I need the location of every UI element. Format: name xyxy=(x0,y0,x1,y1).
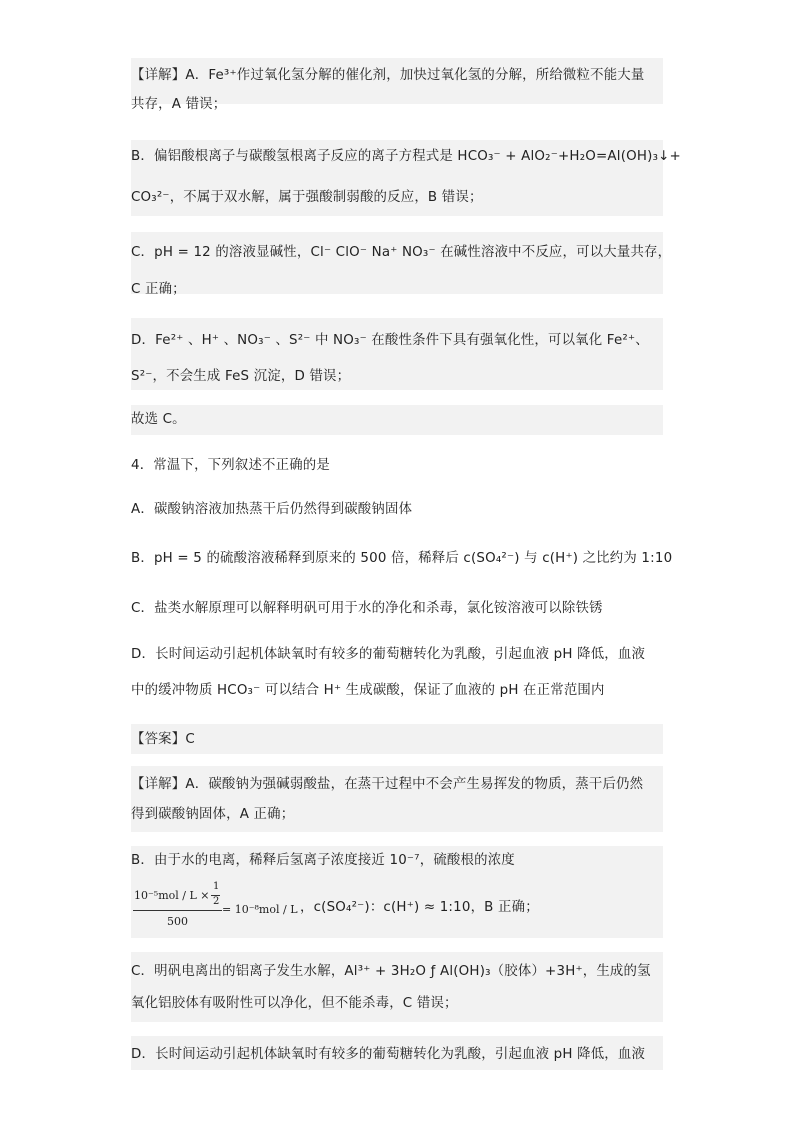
q3-explain-a-line2: 共存，A 错误； xyxy=(131,97,227,112)
q3-explain-d-line2: S²⁻，不会生成 FeS 沉淀，D 错误； xyxy=(131,369,351,384)
q4-option-d-line2: 中的缓冲物质 HCO₃⁻ 可以结合 H⁺ 生成碳酸，保证了血液的 pH 在正常范围内 xyxy=(131,683,605,698)
fraction-result: = 10⁻⁸mol / L xyxy=(222,903,298,916)
q4-explain-c-line2: 氧化铝胶体有吸附性可以净化，但不能杀毒，C 错误； xyxy=(131,996,458,1011)
q3-explain-a-line1: 【详解】A．Fe³⁺作过氧化氢分解的催化剂，加快过氧化氢的分解，所给微粒不能大量 xyxy=(131,68,645,83)
q4-option-c: C．盐类水解原理可以解释明矾可用于水的净化和杀毒，氯化铵溶液可以除铁锈 xyxy=(131,601,603,616)
q4-option-d-line1: D．长时间运动引起机体缺氧时有较多的葡萄糖转化为乳酸，引起血液 pH 降低，血液 xyxy=(131,647,646,662)
q4-stem: 4．常温下，下列叙述不正确的是 xyxy=(131,458,330,473)
q3-explain-c-line1: C．pH = 12 的溶液显碱性，Cl⁻ ClO⁻ Na⁺ NO₃⁻ 在碱性溶液中不反应，可以大量共存， xyxy=(131,245,672,260)
q4-explain-c-line1: C．明矾电离出的铝离子发生水解，Al³⁺ + 3H₂O ƒ Al(OH)₃（胶体）+3H⁺，生成的氢 xyxy=(131,964,651,979)
q4-explain-a-line2: 得到碳酸钠固体，A 正确； xyxy=(131,807,295,822)
q4-answer: 【答案】C xyxy=(131,732,195,747)
q3-explain-b-line2: CO₃²⁻，不属于双水解，属于强酸制弱酸的反应，B 错误； xyxy=(131,190,483,205)
q4-explain-a-line1: 【详解】A．碳酸钠为强碱弱酸盐，在蒸干过程中不会产生易挥发的物质，蒸干后仍然 xyxy=(131,777,644,792)
fraction-half-denominator: 2 xyxy=(213,896,220,907)
q4-explain-b-line2: ，c(SO₄²⁻)：c(H⁺) ≈ 1:10，B 正确； xyxy=(300,900,539,915)
q3-conclusion: 故选 C。 xyxy=(131,412,186,427)
q4-explain-b-line1: B．由于水的电离，稀释后氢离子浓度接近 10⁻⁷，硫酸根的浓度 xyxy=(131,853,515,868)
q3-explain-c-line2: C 正确； xyxy=(131,282,186,297)
q3-explain-b-line1: B．偏铝酸根离子与碳酸氢根离子反应的离子方程式是 HCO₃⁻ + AlO₂⁻+H₂O=Al(OH)₃↓+ xyxy=(131,149,681,164)
q4-option-b: B．pH = 5 的硫酸溶液稀释到原来的 500 倍，稀释后 c(SO₄²⁻) 与 c(H⁺) 之比约为 1:10 xyxy=(131,551,673,566)
fraction-half-numerator: 1 xyxy=(213,881,220,892)
main-fraction-bar xyxy=(133,910,222,911)
fraction-numerator: 10⁻⁵mol / L × xyxy=(134,889,210,902)
q4-explain-d-line1: D．长时间运动引起机体缺氧时有较多的葡萄糖转化为乳酸，引起血液 pH 降低，血液 xyxy=(131,1047,646,1062)
q4-option-a: A．碳酸钠溶液加热蒸干后仍然得到碳酸钠固体 xyxy=(131,502,413,517)
fraction-denominator: 500 xyxy=(167,915,188,928)
q3-explain-d-line1: D．Fe²⁺ 、H⁺ 、NO₃⁻ 、S²⁻ 中 NO₃⁻ 在酸性条件下具有强氧化性，可以氧化 Fe²⁺、 xyxy=(131,333,649,348)
